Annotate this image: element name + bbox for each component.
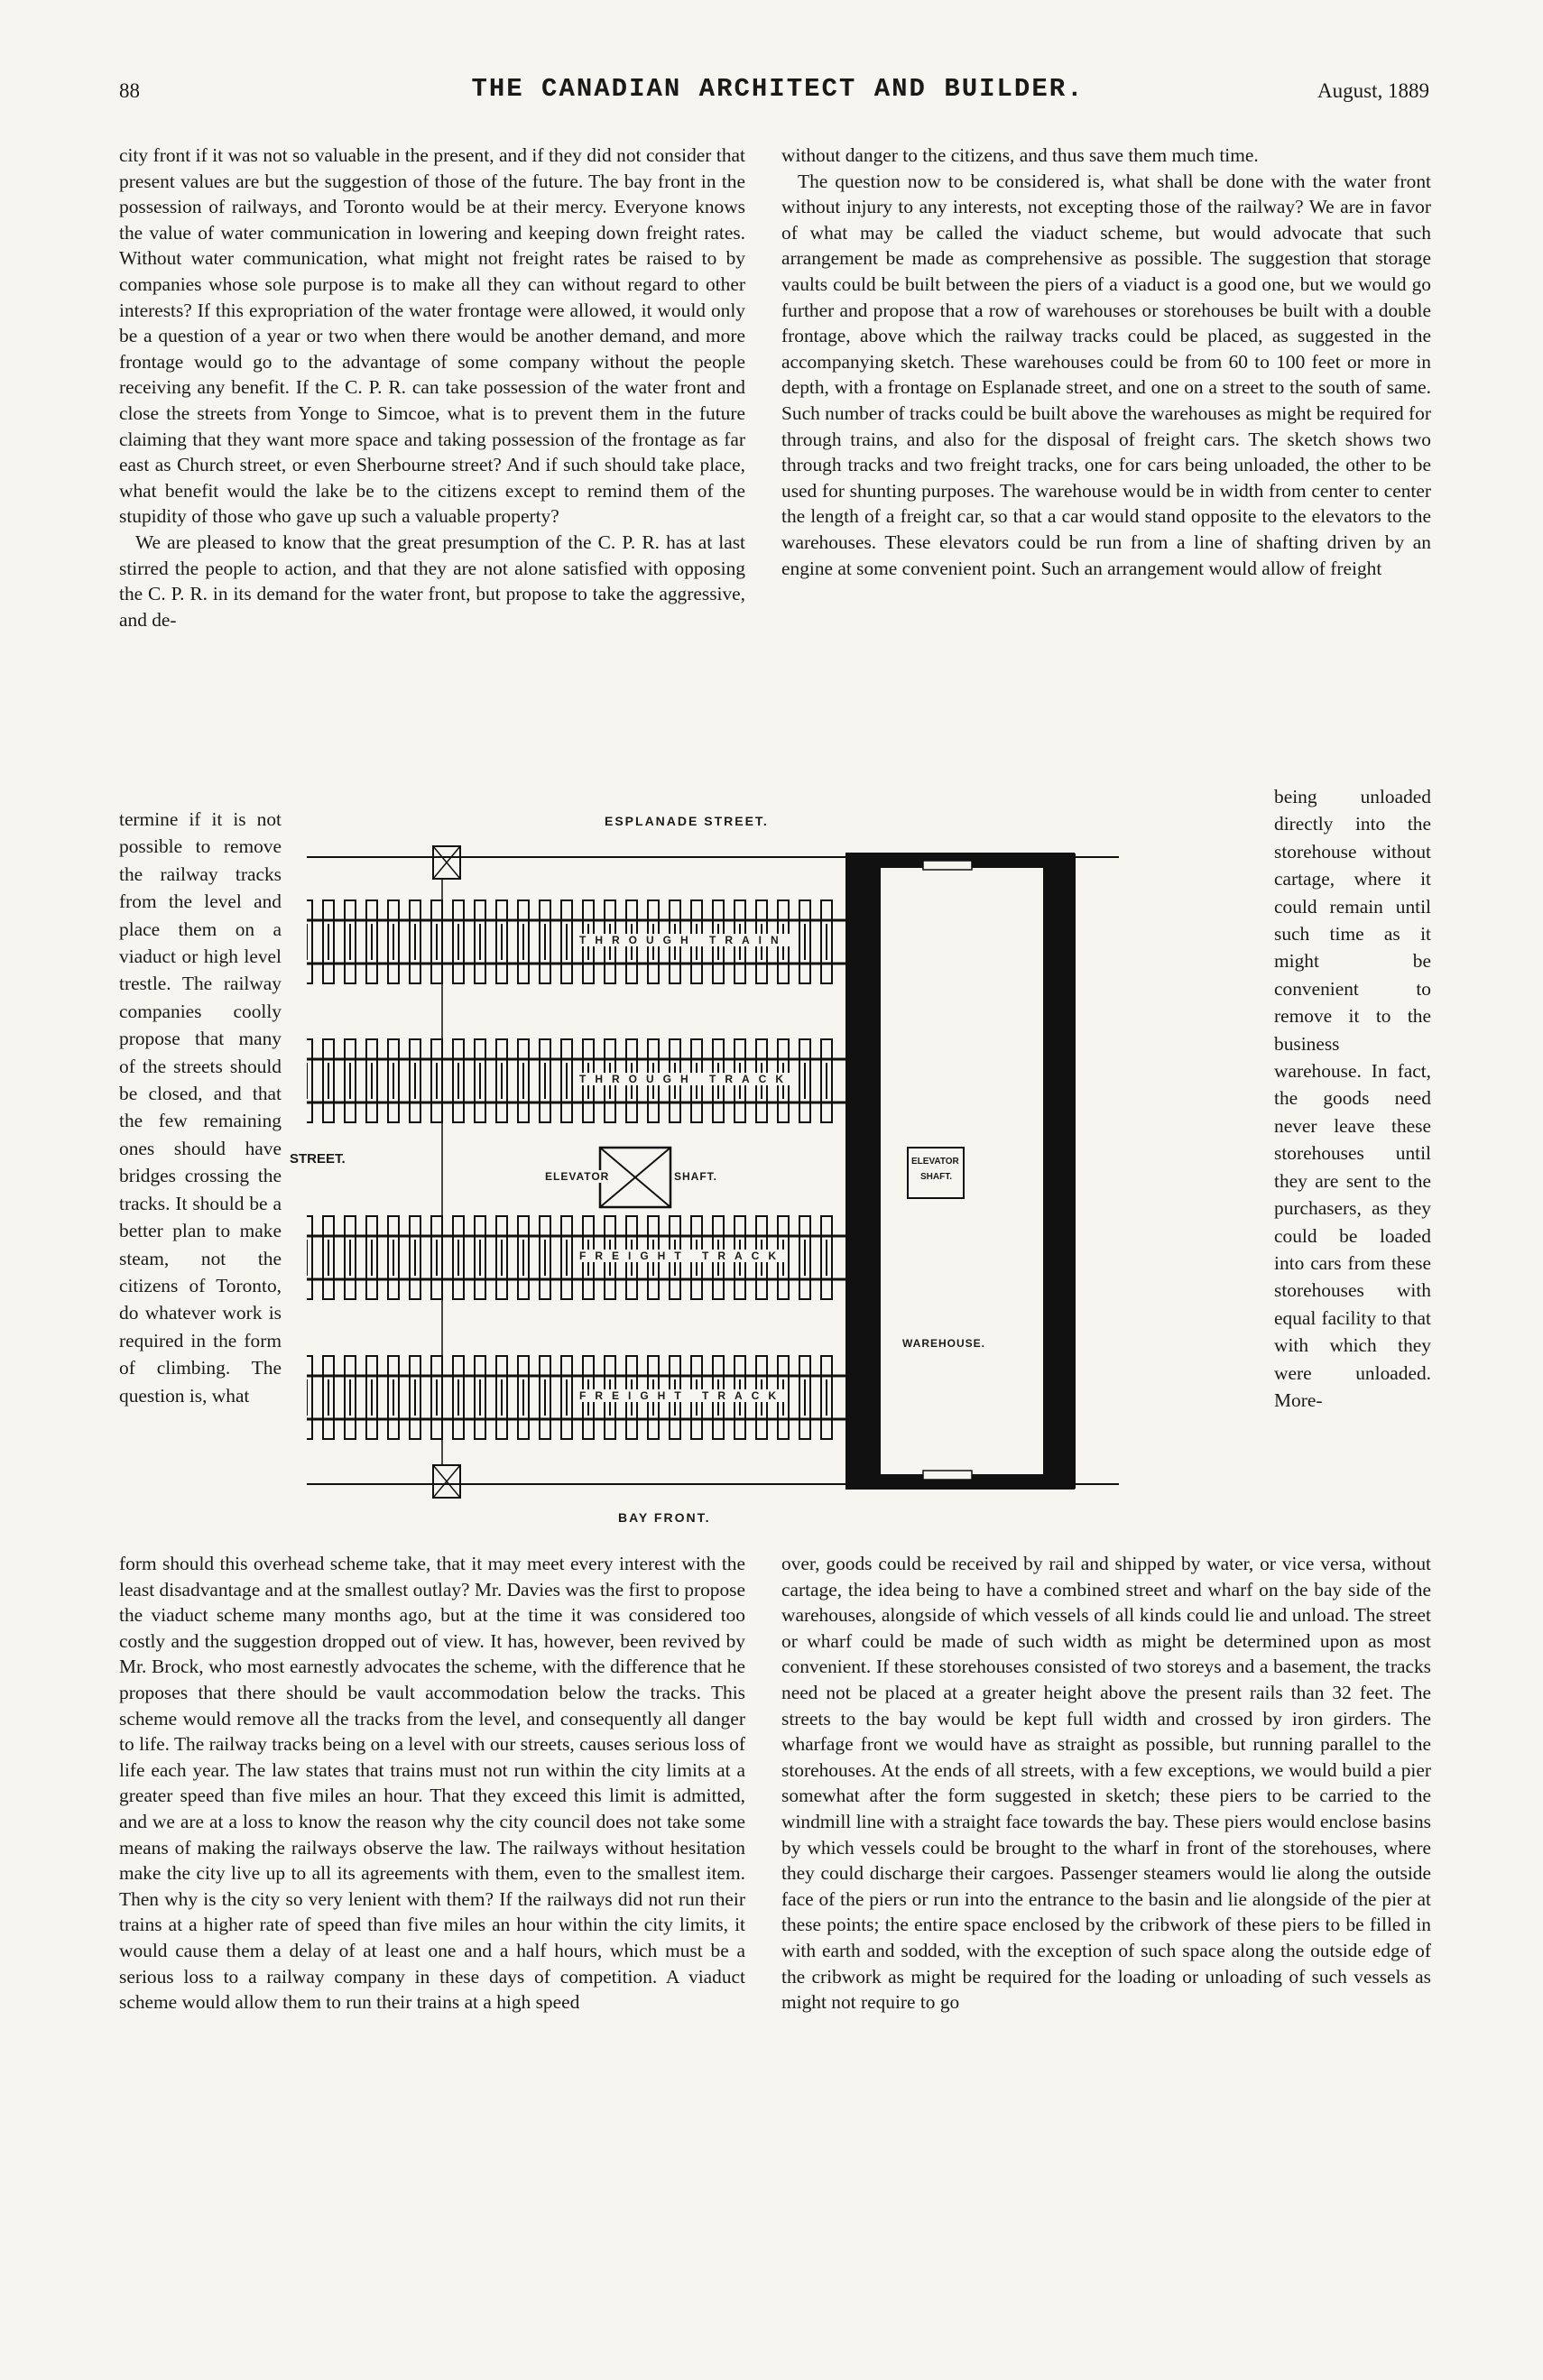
street-side-label: STREET. <box>290 1151 346 1167</box>
shaft-label: SHAFT. <box>674 1170 717 1183</box>
right-narrow-text: being unloaded directly into the storehouse without cartage, where it could remain until such time as it might be convenient to remove it to the business warehouse. In fact, the goods need never leave these storehouses until they are sent to the purchasers, as they could be loaded into cars from these storehouses with equal facility to that with which they were unloaded. More- <box>1274 786 1431 1411</box>
street-end-box-top <box>433 846 460 879</box>
page-header <box>119 74 1429 110</box>
track-label-1: THROUGH TRAIN <box>579 934 788 946</box>
paragraph: city front if it was not so valuable in the present, and if they did not consider that present values are but the suggestion of those of the future. The bay front in the possession of railways, and Toronto would be at their mercy. Everyone knows the value of water communication in lowering and keeping down freight rates. Without water communication, what might not freight rates be raised to by companies whose sole purpose is to make all they can without regard to other interests? If this expropriation of the water frontage were allowed, it would only be a question of a year or two when there would be another demand, and more frontage would go to the advantage of some company without the people receiving any benefit. If the C. P. R. can take possession of the water front and close the streets from Yonge to Simcoe, what is to prevent them in the future claiming that they want more space and taking possession of the frontage as far east as Church street, or even Sherbourne street? And if such should take place, what benefit would the lake be to the citizens except to remind them of the stupidity of those who gave up such a valuable property? <box>119 144 745 528</box>
warehouse-shaft-label: SHAFT. <box>920 1172 952 1182</box>
paragraph: without danger to the citizens, and thus save them much time. <box>781 144 1259 166</box>
left-column-top <box>119 143 745 632</box>
warehouse-viaduct-sketch <box>307 814 1272 1531</box>
sketch-drawing <box>307 814 1272 1508</box>
warehouse-elevator-label: ELEVATOR <box>911 1157 959 1167</box>
issue-date: August, 1889 <box>1317 79 1429 102</box>
left-column-bottom <box>119 1551 745 2016</box>
elevator-label: ELEVATOR <box>545 1170 610 1183</box>
right-column-bottom <box>781 1551 1431 2016</box>
paragraph: The question now to be considered is, what shall be done with the water front without injury to any interests, not excepting those of the railway? We are in favor of what may be called the viaduct scheme, but would advocate that such arrangement be made as comprehensive as possible. The suggestion that storage vaults could be built between the piers of a viaduct is a good one, but we would go further and propose that a row of warehouses or storehouses be built with a double frontage, above which the railway tracks could be placed, as suggested in the accompanying sketch. These warehouses could be from 60 to 100 feet or more in depth, with a frontage on Esplanade street, and one on a street to the south of same. Such number of tracks could be built above the warehouses as might be required for through trains, and also for the disposal of freight cars. The sketch shows two through tracks and two freight tracks, one for cars being unloaded, the other to be used for shunting purposes. The warehouse would be in width from center to center the length of a freight car, so that a car would stand opposite to the elevators to the warehouses. These elevators could be run from a line of shafting driven by an engine at some convenient point. Such an arrangement would allow of freight <box>781 170 1431 579</box>
right-column-top <box>781 143 1431 581</box>
left-narrow-text: termine if it is not possible to remove the railway tracks from the level and place them on a viaduct or high level trestle. The railway companies coolly propose that many of the streets should be closed, and that the few remaining ones should have bridges crossing the tracks. It should be a better plan to make steam, not the citizens of Toronto, do whatever work is required in the form of climbing. The question is, what <box>119 808 282 1407</box>
track-label-3: FREIGHT TRACK <box>579 1250 785 1262</box>
esplanade-street-label: ESPLANADE STREET. <box>605 814 769 828</box>
page-number: 88 <box>119 79 140 102</box>
track-label-4: FREIGHT TRACK <box>579 1389 785 1402</box>
paragraph: form should this overhead scheme take, that it may meet every interest with the least disadvantage and at the smallest outlay? Mr. Davies was the first to propose the viaduct scheme many months ago, but at the time it was considered too costly and the suggestion dropped out of view. It has, however, been revived by Mr. Brock, who most earnestly advocates the scheme, with the difference that he proposes that there should be vault accommodation below the tracks. This scheme would remove all the tracks from the level, and consequently all danger to life. The railway tracks being on a level with our streets, causes serious loss of life each year. The law states that trains must not run within the city limits at a greater speed than five miles an hour. That they exceed this limit is admitted, and we are at a loss to know the reason why the city council does not take some means of making the railways observe the law. The railways without hesitation make the city live up to all its agreements with them, even to the smallest item. Then why is the city so very lenient with them? If the railways did not run their trains at a higher rate of speed than five miles an hour within the city limits, it would cause them a delay of at least one and a half hours, which must be a serious loss to a railway company in these days of competition. A viaduct scheme would allow them to run their trains at a high speed <box>119 1553 745 2014</box>
paragraph: We are pleased to know that the great presumption of the C. P. R. has at last stirred the people to action, and that they are not alone satisfied with opposing the C. P. R. in its demand for the water front, but propose to take the aggressive, and de- <box>119 530 745 631</box>
bay-front-label: BAY FRONT. <box>618 1510 711 1525</box>
track-label-2: THROUGH TRACK <box>579 1073 792 1085</box>
paragraph: over, goods could be received by rail and shipped by water, or vice versa, without cartage, the idea being to have a combined street and wharf on the bay side of the warehouses, alongside of which vessels of all kinds could lie and unload. The street or wharf could be made of such width as might be determined upon as most convenient. If these storehouses consisted of two storeys and a basement, the tracks need not be placed at a greater height above the present rails than 32 feet. The streets to the bay would be kept full width and crossed by iron girders. The wharfage front we would have as straight as possible, but running parallel to the storehouses. At the ends of all streets, with a few exceptions, we would build a pier somewhat after the form suggested in sketch; these piers to be carried to the windmill line with a straight face towards the bay. These piers would enclose basins by which vessels could be brought to the wharf in front of the storehouses, where they could discharge their cargoes. Passenger steamers would lie along the outside face of the piers or run into the entrance to the basin and lie alongside of the pier at these points; the entire space enclosed by the cribwork of these piers to be filled in with earth and sodded, with the exception of such space along the outside edge of the cribwork as might be required for the loading or unloading of such vessels as might not require to go <box>781 1553 1431 2014</box>
warehouse-building <box>846 853 1076 1489</box>
warehouse-label: WAREHOUSE. <box>902 1337 986 1350</box>
street-end-box-bottom <box>433 1465 460 1498</box>
publication-title: THE CANADIAN ARCHITECT AND BUILDER. <box>471 74 1085 104</box>
